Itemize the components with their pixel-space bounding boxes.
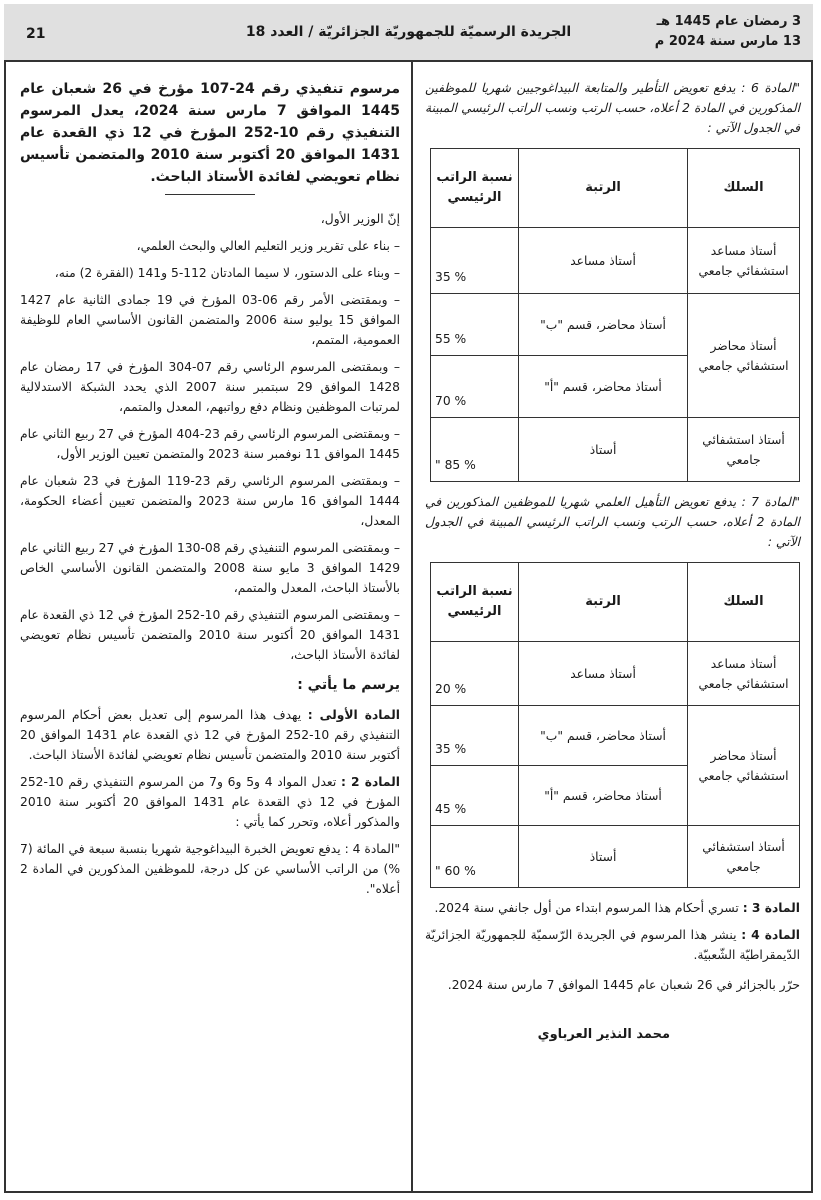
cell-grade: أستاذ	[519, 418, 688, 482]
cell-corps: أستاذ استشفائي جامعي	[688, 826, 800, 888]
date-hijri: 3 رمضان عام 1445 هـ	[656, 14, 801, 29]
cell-corps: أستاذ مساعد استشفائي جامعي	[688, 228, 800, 294]
date-gregorian: 13 مارس سنة 2024 م	[654, 34, 801, 49]
article-2-body: تعدل المواد 4 و5 و6 و7 من المرسوم التنفيذي رقم 10-252 المؤرخ في 12 ذي القعدة عام 1431 الموافق 20 أكتوبر سنة 2010 والمذكور أعلاه، وتحرر كما يأتي :	[20, 775, 400, 829]
article-2	[20, 772, 400, 832]
table-supervision	[430, 148, 800, 482]
article-2-heading: المادة 2 :	[341, 775, 400, 789]
cell-rate: 20 %	[431, 642, 519, 706]
cell-rate: 55 %	[431, 294, 519, 356]
cell-grade: أستاذ محاضر، قسم "أ"	[519, 766, 688, 826]
recital: – وبمقتضى المرسوم الرئاسي رقم 07-304 المؤرخ في 17 رمضان عام 1428 الموافق 29 سبتمبر سنة 2007 الذي يحدد الشبكة الاستدلالية لمرتبات الموظفين ونظام دفع رواتبهم، المعدل والمتمم،	[20, 360, 401, 414]
article-4-body: ينشر هذا المرسوم في الجريدة الرّسميّة للجمهوريّة الجزائريّة الدّيمقراطيّة الشّعبيّة.	[425, 928, 800, 962]
decree-heading: يرسم ما يأتي :	[297, 677, 400, 693]
cell-grade: أستاذ محاضر، قسم "ب"	[519, 706, 688, 766]
cell-corps: أستاذ محاضر استشفائي جامعي	[688, 294, 800, 418]
article-3	[425, 898, 800, 918]
cell-rate	[431, 826, 519, 888]
th-rate: نسبة الراتب الرئيسي	[431, 563, 519, 642]
article-3-heading: المادة 3 :	[742, 901, 800, 915]
th-corps: السلك	[688, 563, 800, 642]
cell-grade: أستاذ محاضر، قسم "أ"	[519, 356, 688, 418]
th-grade: الرتبة	[519, 563, 688, 642]
article-1-heading: المادة الأولى :	[307, 708, 400, 722]
signature: محمد النذير العرباوي	[537, 1027, 670, 1042]
article-6-text: "المادة 6 : يدفع تعويض التأطير والمتابعة البيداغوجيين شهريا للموظفين المذكورين في المادة 2 أعلاه، حسب الرتب ونسب الراتب الرئيسي المبينة في الجدول الآتي :	[425, 81, 800, 135]
cell-rate: 35 %	[431, 706, 519, 766]
recital: – وبمقتضى المرسوم الرئاسي رقم 23-404 المؤرخ في 27 ربيع الثاني عام 1445 الموافق 11 نوفمبر سنة 2023 والمتضمن تعيين الوزير الأول،	[20, 427, 400, 461]
cell-corps: أستاذ محاضر استشفائي جامعي	[688, 706, 800, 826]
closing-quote: "	[435, 458, 441, 472]
article-1-body: يهدف هذا المرسوم إلى تعديل بعض أحكام المرسوم التنفيذي رقم 10-252 المؤرخ في 12 ذي القعدة عام 1431 الموافق 20 أكتوبر سنة 2010 والمتضمن تأسيس نظام تعويضي لفائدة الأستاذ الباحث.	[20, 708, 401, 762]
cell-corps: أستاذ استشفائي جامعي	[688, 418, 800, 482]
page-number: 21	[26, 26, 46, 42]
cell-rate: 70 %	[431, 356, 519, 418]
cell-rate: 45 %	[431, 766, 519, 826]
closing-quote: "	[435, 864, 441, 878]
recital: – بناء على تقرير وزير التعليم العالي والبحث العلمي،	[136, 239, 400, 253]
article-7-text: "المادة 7 : يدفع تعويض التأهيل العلمي شهريا للموظفين المذكورين في المادة 2 أعلاه، حسب الرتب ونسب الراتب الرئيسي المبينة في الجدول الآتي :	[425, 495, 800, 549]
decree-title: مرسوم تنفيذي رقم 24-107 مؤرخ في 26 شعبان عام 1445 الموافق 7 مارس سنة 2024، يعدل المرسوم التنفيذي رقم 10-252 المؤرخ في 12 ذي القعدة عام 1431 الموافق 20 أكتوبر سنة 2010 والمتضمن تأسيس نظام تعويضي لفائدة الأستاذ الباحث.	[20, 81, 400, 185]
page-header	[4, 4, 813, 62]
article-4-heading: المادة 4 :	[741, 928, 801, 942]
cell-grade: أستاذ مساعد	[519, 642, 688, 706]
left-column	[20, 78, 400, 906]
cell-grade: أستاذ	[519, 826, 688, 888]
journal-title: الجريدة الرسميّة للجمهوريّة الجزائريّة / العدد 18	[245, 24, 572, 40]
cell-rate: 35 %	[431, 228, 519, 294]
th-corps: السلك	[688, 149, 800, 228]
cell-rate	[431, 418, 519, 482]
th-rate: نسبة الراتب الرئيسي	[431, 149, 519, 228]
rate-value: 85 %	[444, 458, 476, 472]
table-qualification	[430, 562, 800, 888]
cell-corps: أستاذ مساعد استشفائي جامعي	[688, 642, 800, 706]
cell-grade: أستاذ محاضر، قسم "ب"	[519, 294, 688, 356]
th-grade: الرتبة	[519, 149, 688, 228]
article-4-amended: "المادة 4 : يدفع تعويض الخبرة البيداغوجية شهريا بنسبة سبعة في المائة (7 %) من الراتب الأساسي عن كل درجة، للموظفين المذكورين في المادة 2 أعلاه".	[20, 842, 400, 896]
recital: – وبمقتضى المرسوم التنفيذي رقم 08-130 المؤرخ في 27 ربيع الثاني عام 1429 الموافق 3 مايو سنة 2008 والمتضمن القانون الأساسي الخاص بالأستاذ الباحث، المعدل والمتمم،	[20, 541, 401, 595]
rate-value: 60 %	[444, 864, 476, 878]
recital: – وبناء على الدستور، لا سيما المادتان 112-5 و141 (الفقرة 2) منه،	[54, 266, 400, 280]
recital: – وبمقتضى الأمر رقم 06-03 المؤرخ في 19 جمادى الثانية عام 1427 الموافق 15 يوليو سنة 2006 والمتضمن القانون الأساسي العام للوظيفة العمومية، المتمم،	[20, 293, 400, 347]
opening: إنّ الوزير الأول،	[320, 212, 400, 226]
cell-grade: أستاذ مساعد	[519, 228, 688, 294]
article-3-body: تسري أحكام هذا المرسوم ابتداء من أول جانفي سنة 2024.	[434, 901, 743, 915]
recital: – وبمقتضى المرسوم الرئاسي رقم 23-119 المؤرخ في 23 شعبان عام 1444 الموافق 16 مارس سنة 2023 والمتضمن تعيين أعضاء الحكومة، المعدل،	[20, 474, 400, 528]
recital: – وبمقتضى المرسوم التنفيذي رقم 10-252 المؤرخ في 12 ذي القعدة عام 1431 الموافق 20 أكتوبر سنة 2010 والمتضمن تأسيس نظام تعويضي لفائدة الأستاذ الباحث،	[20, 608, 401, 662]
right-column	[425, 78, 800, 1045]
done-at: حرّر بالجزائر في 26 شعبان عام 1445 الموافق 7 مارس سنة 2024.	[447, 978, 800, 992]
column-divider	[411, 62, 413, 1193]
article-1	[20, 705, 400, 765]
article-4	[425, 925, 800, 965]
title-separator	[165, 194, 255, 195]
